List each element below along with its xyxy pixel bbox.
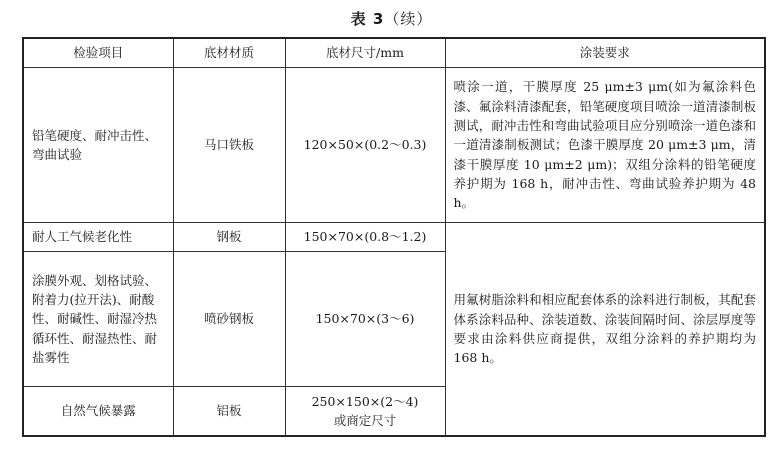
table-caption <box>0 8 783 29</box>
header-coating-requirement: 涂装要求 <box>445 38 765 68</box>
substrate-size-note: 或商定尺寸 <box>333 413 397 428</box>
table-number: 表 3 <box>350 10 385 28</box>
coating-spec-table <box>22 37 766 437</box>
test-item-cell: 自然气候暴露 <box>23 387 173 437</box>
test-item-cell: 耐人工气候老化性 <box>23 223 173 252</box>
coating-requirement-cell: 喷涂一道，干膜厚度 25 μm±3 μm(如为氟涂料色漆、氟涂料清漆配套，铅笔硬度项目喷涂一道清漆制板测试，耐冲击性和弯曲试验项目应分别喷涂一道色漆和一道清漆制板测试；色漆干膜厚度 20 μm±3 μm，清漆干膜厚度 10 μm±2 μm)；双组分涂料的铅笔硬度养护期为 168 h，耐冲击性、弯曲试验养护期为 48 h。 <box>445 68 765 223</box>
table-row <box>23 68 765 223</box>
substrate-size-cell: 150×70×(0.8～1.2) <box>285 223 445 252</box>
substrate-material-cell: 喷砂钢板 <box>173 252 285 387</box>
substrate-size-value: 250×150×(2～4) <box>311 393 419 409</box>
table-continued-label: （续） <box>384 10 433 28</box>
substrate-material-cell: 铝板 <box>173 387 285 437</box>
test-item-cell: 铅笔硬度、耐冲击性、弯曲试验 <box>23 68 173 223</box>
test-item-cell: 涂膜外观、划格试验、附着力(拉开法)、耐酸性、耐碱性、耐湿冷热循环性、耐湿热性、耐盐雾性 <box>23 252 173 387</box>
table-row <box>23 223 765 252</box>
substrate-size-cell: 120×50×(0.2～0.3) <box>285 68 445 223</box>
header-substrate-material: 底材材质 <box>173 38 285 68</box>
substrate-size-cell: 150×70×(3～6) <box>285 252 445 387</box>
table-header-row <box>23 38 765 68</box>
header-test-item: 检验项目 <box>23 38 173 68</box>
substrate-size-cell <box>285 387 445 437</box>
shared-coating-requirement-cell: 用氟树脂涂料和相应配套体系的涂料进行制板，其配套体系涂料品种、涂装道数、涂装间隔时间、涂层厚度等要求由涂料供应商提供，双组分涂料的养护期均为 168 h。 <box>445 223 765 437</box>
substrate-material-cell: 钢板 <box>173 223 285 252</box>
header-substrate-size: 底材尺寸/mm <box>285 38 445 68</box>
substrate-material-cell: 马口铁板 <box>173 68 285 223</box>
